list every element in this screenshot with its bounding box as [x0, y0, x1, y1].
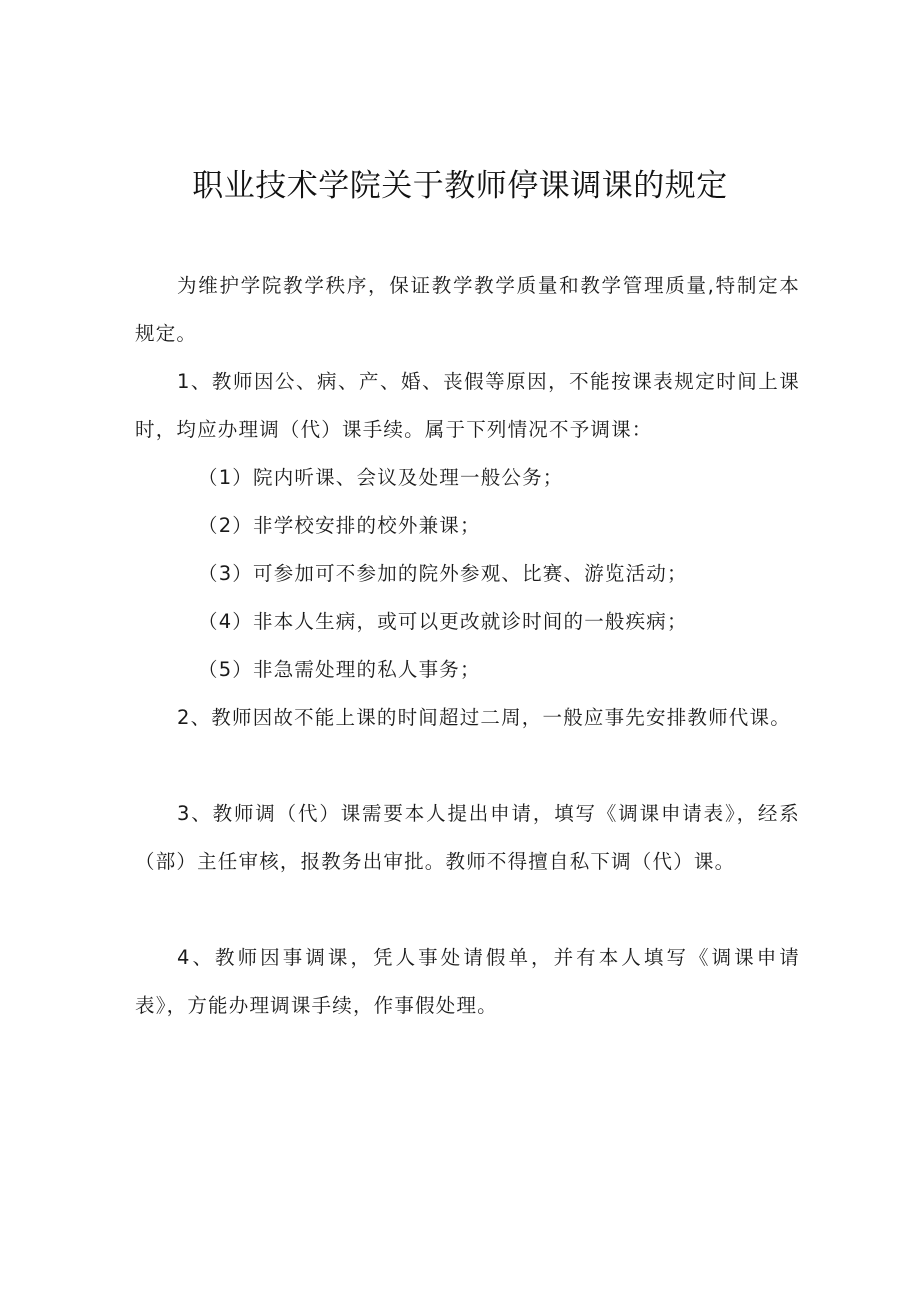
clause-1-item-3: （3）可参加可不参加的院外参观、比赛、游览活动； — [198, 562, 688, 585]
clause-1-item-1: （1）院内听课、会议及处理一般公务； — [198, 466, 564, 489]
clause-1-paragraph: 1、教师因公、病、产、婚、丧假等原因，不能按课表规定时间上课时，均应办理调（代）课手续。属于下列情况不予调课： — [135, 370, 800, 441]
clause-3-paragraph: 3、教师调（代）课需要本人提出申请，填写《调课申请表》，经系（部）主任审核，报教务出审批。教师不得擅自私下调（代）课。 — [135, 802, 800, 873]
clause-1-item-5: （5）非急需处理的私人事务； — [198, 658, 481, 681]
document-title: 职业技术学院关于教师停课调课的规定 — [192, 168, 728, 204]
clause-1-item-4: （4）非本人生病，或可以更改就诊时间的一般疾病； — [198, 610, 688, 633]
intro-paragraph: 为维护学院教学秩序，保证教学教学质量和教学管理质量,特制定本规定。 — [135, 274, 800, 345]
clause-1-item-2: （2）非学校安排的校外兼课； — [198, 514, 481, 537]
clause-2-paragraph: 2、教师因故不能上课的时间超过二周，一般应事先安排教师代课。 — [177, 706, 791, 729]
clause-4-paragraph: 4、教师因事调课，凭人事处请假单，并有本人填写《调课申请表》，方能办理调课手续，作事假处理。 — [135, 946, 800, 1017]
